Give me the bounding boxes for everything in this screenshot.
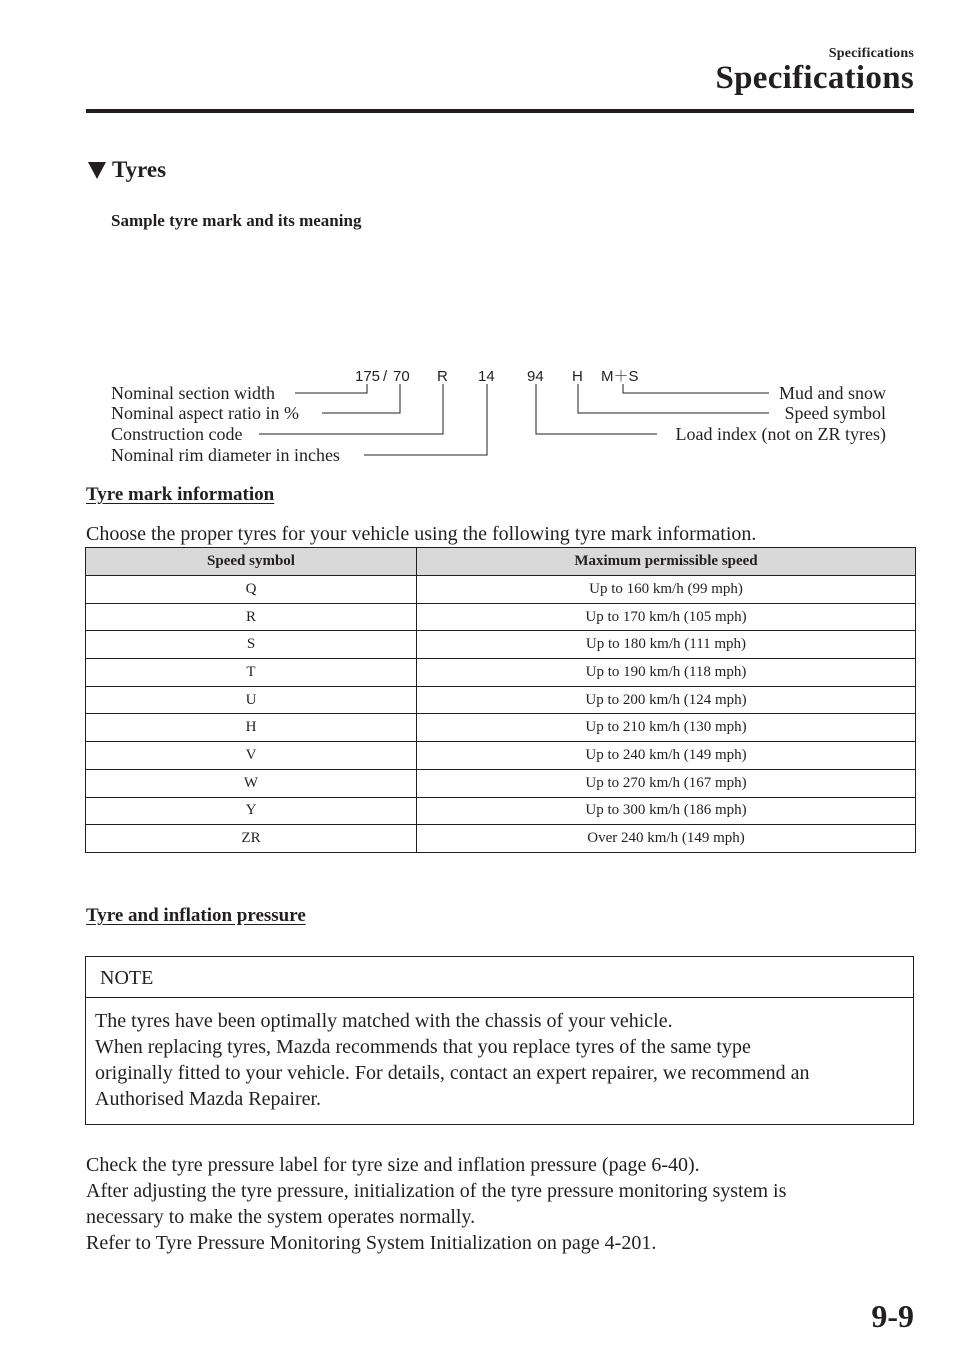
section-title	[88, 157, 166, 183]
speed-symbol-cell: R	[86, 603, 417, 631]
code-construction: R	[437, 368, 448, 385]
tyre-mark-diagram	[0, 360, 960, 470]
label-speed-symbol: Speed symbol	[784, 403, 886, 423]
code-width: 175	[355, 368, 381, 385]
speed-symbol-cell: ZR	[86, 825, 417, 853]
code-load: 94	[527, 368, 544, 385]
table-row	[86, 686, 916, 714]
label-section-width: Nominal section width	[111, 383, 275, 403]
max-speed-cell: Up to 180 km/h (111 mph)	[417, 631, 916, 659]
leader-section-width	[295, 384, 367, 393]
label-aspect-ratio: Nominal aspect ratio in %	[111, 403, 299, 423]
max-speed-cell: Up to 210 km/h (130 mph)	[417, 714, 916, 742]
paragraph-line: Check the tyre pressure label for tyre size and inflation pressure (page 6-40).	[86, 1154, 700, 1176]
triangle-bullet-icon	[88, 162, 106, 179]
tyre-mark-heading: Tyre mark information	[86, 484, 275, 505]
speed-symbol-cell: S	[86, 631, 417, 659]
leader-speed-symbol	[578, 384, 769, 413]
max-speed-cell: Up to 270 km/h (167 mph)	[417, 769, 916, 797]
speed-symbol-cell: W	[86, 769, 417, 797]
section-title-text: Tyres	[112, 157, 167, 182]
left-labels	[111, 383, 340, 465]
table-row	[86, 825, 916, 853]
max-speed-cell: Up to 200 km/h (124 mph)	[417, 686, 916, 714]
code-aspect: 70	[393, 368, 410, 385]
leader-rim-diameter	[364, 384, 487, 455]
max-speed-cell: Up to 300 km/h (186 mph)	[417, 797, 916, 825]
code-rim: 14	[478, 368, 495, 385]
tyre-codes	[355, 368, 639, 385]
speed-symbol-table	[85, 547, 916, 853]
page-number: 9-9	[871, 1298, 914, 1334]
speed-symbol-cell: V	[86, 742, 417, 770]
table-row	[86, 659, 916, 687]
header-rule	[86, 109, 914, 113]
table-row	[86, 769, 916, 797]
column-header: Maximum permissible speed	[417, 548, 916, 576]
right-labels	[676, 383, 886, 445]
paragraph-line: necessary to make the system operates normally.	[86, 1206, 476, 1228]
speed-symbol-cell: Y	[86, 797, 417, 825]
speed-symbol-cell: U	[86, 686, 417, 714]
note-line: When replacing tyres, Mazda recommends that you replace tyres of the same type	[95, 1036, 751, 1058]
inflation-paragraph	[86, 1152, 786, 1256]
note-line: originally fitted to your vehicle. For details, contact an expert repairer, we recommend an	[95, 1062, 810, 1084]
tyre-mark-intro: Choose the proper tyres for your vehicle using the following tyre mark information.	[86, 523, 757, 545]
leader-aspect-ratio	[322, 384, 400, 413]
table-row	[86, 631, 916, 659]
leader-mud-snow	[623, 384, 769, 393]
note-line: The tyres have been optimally matched with the chassis of your vehicle.	[95, 1010, 673, 1032]
label-rim-diameter: Nominal rim diameter in inches	[111, 445, 340, 465]
speed-symbol-cell: Q	[86, 576, 417, 604]
label-construction: Construction code	[111, 424, 243, 444]
table-header-row	[86, 548, 916, 576]
code-slash: /	[383, 368, 388, 385]
paragraph-line: After adjusting the tyre pressure, initialization of the tyre pressure monitoring system is	[86, 1180, 787, 1202]
speed-symbol-cell: T	[86, 659, 417, 687]
table-row	[86, 714, 916, 742]
speed-symbol-cell: H	[86, 714, 417, 742]
max-speed-cell: Up to 240 km/h (149 mph)	[417, 742, 916, 770]
table-row	[86, 742, 916, 770]
chapter-header: Specifications	[828, 46, 914, 61]
max-speed-cell: Up to 190 km/h (118 mph)	[417, 659, 916, 687]
table-row	[86, 603, 916, 631]
max-speed-cell: Up to 160 km/h (99 mph)	[417, 576, 916, 604]
note-body	[86, 998, 913, 1112]
leader-load-index	[536, 384, 657, 434]
table-row	[86, 576, 916, 604]
note-title: NOTE	[86, 957, 913, 998]
max-speed-cell: Up to 170 km/h (105 mph)	[417, 603, 916, 631]
inflation-heading: Tyre and inflation pressure	[86, 905, 306, 926]
column-header: Speed symbol	[86, 548, 417, 576]
label-load-index: Load index (not on ZR tyres)	[675, 424, 886, 444]
note-box	[85, 956, 914, 1125]
table-row	[86, 797, 916, 825]
code-speed: H	[572, 368, 583, 385]
max-speed-cell: Over 240 km/h (149 mph)	[417, 825, 916, 853]
code-mud-snow: M＋S	[601, 368, 639, 385]
label-mud-snow: Mud and snow	[779, 383, 886, 403]
note-line: Authorised Mazda Repairer.	[95, 1088, 322, 1110]
page-title: Specifications	[715, 60, 914, 96]
paragraph-line: Refer to Tyre Pressure Monitoring System Initialization on page 4-201.	[86, 1232, 657, 1254]
sample-caption: Sample tyre mark and its meaning	[111, 211, 362, 230]
